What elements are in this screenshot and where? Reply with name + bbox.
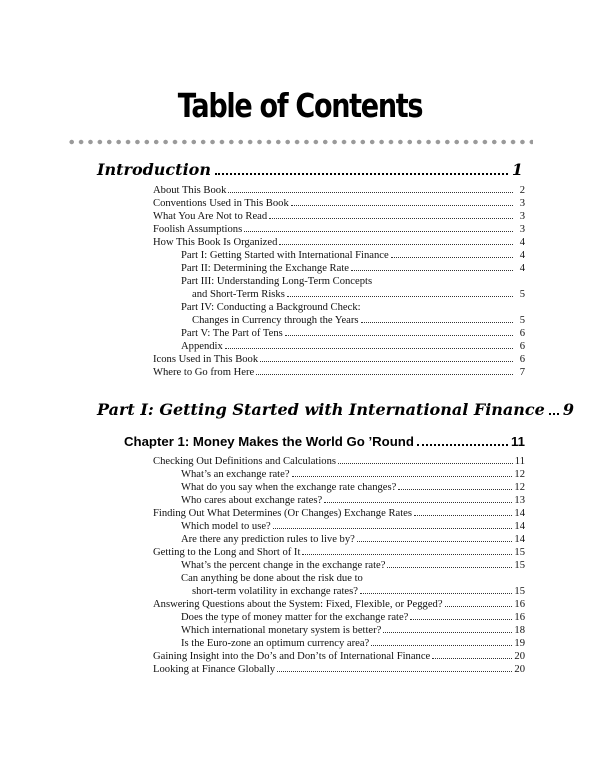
toc-entry[interactable] [181, 494, 525, 508]
toc-entry-page: 14 [514, 521, 525, 532]
toc-entry-label: Can anything be done about the risk due to [181, 573, 363, 584]
toc-entry-page: 16 [514, 599, 525, 610]
toc-entry[interactable] [181, 559, 525, 573]
introduction-page: 1 [511, 160, 523, 179]
part1-page: 9 [562, 400, 574, 419]
toc-entry-label: Checking Out Definitions and Calculations [153, 456, 337, 467]
dot-leader [398, 489, 512, 490]
dot-leader [279, 244, 513, 245]
toc-entry-label: What do you say when the exchange rate changes? [181, 482, 397, 493]
toc-entry-label: What’s an exchange rate? [181, 469, 290, 480]
toc-entry[interactable] [153, 236, 525, 250]
toc-entry-page: 2 [519, 185, 525, 196]
dot-leader [302, 554, 512, 555]
toc-entry[interactable] [153, 197, 525, 211]
toc-entry-page: 6 [519, 354, 525, 365]
toc-entry-page: 19 [514, 638, 525, 649]
dot-leader [391, 257, 513, 258]
toc-entry-page: 20 [514, 664, 525, 675]
toc-entry-label: Icons Used in This Book [153, 354, 259, 365]
toc-entry-label: Conventions Used in This Book [153, 198, 289, 209]
toc-entry-page: 18 [514, 625, 525, 636]
toc-entry-label: Are there any prediction rules to live by? [181, 534, 355, 545]
toc-entry[interactable] [181, 301, 525, 315]
dot-leader [549, 413, 559, 415]
dot-leader [351, 270, 513, 271]
toc-entry-page: 3 [519, 224, 525, 235]
dot-leader [292, 476, 513, 477]
toc-entry[interactable] [153, 366, 525, 380]
dot-leader [260, 361, 513, 362]
toc-entry[interactable] [153, 210, 525, 224]
toc-entry[interactable] [153, 223, 525, 237]
toc-entry-label: About This Book [153, 185, 227, 196]
dot-leader [215, 173, 508, 175]
dot-leader [410, 619, 512, 620]
toc-entry-label: Foolish Assumptions [153, 224, 243, 235]
toc-entry[interactable] [153, 663, 525, 677]
toc-entry-label: Part IV: Conducting a Background Check: [181, 302, 361, 313]
dot-leader [228, 192, 513, 193]
toc-entry-label: What’s the percent change in the exchange rate? [181, 560, 386, 571]
toc-entry-page: 3 [519, 198, 525, 209]
dot-leader [383, 632, 512, 633]
toc-entry-label: Gaining Insight into the Do’s and Don’ts of International Finance [153, 651, 431, 662]
toc-entry-label: Does the type of money matter for the exchange rate? [181, 612, 409, 623]
toc-entry-page: 15 [514, 547, 525, 558]
toc-entry-label: How This Book Is Organized [153, 237, 278, 248]
toc-entry-page: 13 [514, 495, 525, 506]
toc-entry-page: 16 [514, 612, 525, 623]
introduction-label: Introduction [97, 160, 211, 179]
toc-entry-page: 6 [519, 328, 525, 339]
toc-entry-label: Answering Questions about the System: Fixed, Flexible, or Pegged? [153, 599, 443, 610]
dot-leader [432, 658, 512, 659]
toc-entry[interactable] [181, 340, 525, 354]
dot-leader [287, 296, 513, 297]
toc-entry[interactable] [153, 546, 525, 560]
toc-entry-page: 11 [514, 456, 525, 467]
toc-entry-label: Where to Go from Here [153, 367, 255, 378]
dot-leader [417, 444, 508, 446]
toc-entry[interactable] [181, 468, 525, 482]
toc-entry[interactable] [181, 249, 525, 263]
toc-entry-label: Part III: Understanding Long-Term Concepts [181, 276, 373, 287]
dot-leader [273, 528, 513, 529]
toc-entry[interactable] [153, 353, 525, 367]
dot-leader [371, 645, 512, 646]
toc-entry[interactable] [181, 275, 525, 289]
toc-entry[interactable] [181, 481, 525, 495]
toc-entry-label: Is the Euro-zone an optimum currency area? [181, 638, 370, 649]
chapter1-label: Chapter 1: Money Makes the World Go ’Round [124, 434, 414, 449]
toc-entry-label: Who cares about exchange rates? [181, 495, 323, 506]
toc-entry[interactable] [192, 585, 525, 599]
chapter1-page: 11 [511, 434, 525, 449]
dot-leader [414, 515, 512, 516]
dotted-divider [67, 138, 533, 146]
toc-entry-page: 20 [514, 651, 525, 662]
toc-introduction-heading[interactable] [97, 160, 523, 179]
dot-leader [338, 463, 513, 464]
toc-part1-heading[interactable] [97, 400, 574, 419]
toc-entry-page: 6 [519, 341, 525, 352]
part1-label: Part I: Getting Started with International Finance [97, 400, 545, 419]
toc-entry[interactable] [181, 262, 525, 276]
dot-leader [361, 322, 513, 323]
toc-entry[interactable] [181, 520, 525, 534]
toc-entry-label: Changes in Currency through the Years [192, 315, 359, 326]
dot-leader [324, 502, 512, 503]
toc-entry-page: 7 [519, 367, 525, 378]
dot-leader [360, 593, 512, 594]
toc-entry-page: 15 [514, 560, 525, 571]
dot-leader [285, 335, 513, 336]
toc-entry[interactable] [181, 327, 525, 341]
dot-leader [277, 671, 512, 672]
toc-entry[interactable] [153, 507, 525, 521]
dot-leader [269, 218, 513, 219]
toc-entry-page: 4 [519, 250, 525, 261]
toc-entry[interactable] [181, 611, 525, 625]
dot-leader [445, 606, 513, 607]
dot-leader [225, 348, 513, 349]
toc-entry-page: 12 [514, 482, 525, 493]
toc-entry-page: 4 [519, 237, 525, 248]
toc-entry-page: 14 [514, 508, 525, 519]
toc-entry-label: Part II: Determining the Exchange Rate [181, 263, 349, 274]
toc-entry-label: and Short-Term Risks [192, 289, 285, 300]
dot-leader [256, 374, 513, 375]
toc-entry-label: Appendix [181, 341, 223, 352]
toc-entry-page: 12 [514, 469, 525, 480]
toc-entry-label: Which international monetary system is better? [181, 625, 382, 636]
toc-entry-label: Looking at Finance Globally [153, 664, 276, 675]
dot-leader [244, 231, 513, 232]
toc-entry[interactable] [181, 624, 525, 638]
toc-entry-label: Part I: Getting Started with International Finance [181, 250, 389, 261]
toc-entry[interactable] [192, 314, 525, 328]
toc-entry[interactable] [153, 455, 525, 469]
toc-entry-page: 15 [514, 586, 525, 597]
toc-entry-label: What You Are Not to Read [153, 211, 268, 222]
toc-entry-label: short-term volatility in exchange rates? [192, 586, 358, 597]
toc-entry[interactable] [181, 533, 525, 547]
toc-entry[interactable] [181, 572, 525, 586]
dot-leader [291, 205, 513, 206]
toc-entry[interactable] [153, 598, 525, 612]
toc-entry-label: Finding Out What Determines (Or Changes) Exchange Rates [153, 508, 412, 519]
toc-entry-label: Getting to the Long and Short of It [153, 547, 301, 558]
toc-entry[interactable] [153, 650, 525, 664]
toc-entry[interactable] [192, 288, 525, 302]
toc-entry-label: Which model to use? [181, 521, 271, 532]
toc-entry-page: 4 [519, 263, 525, 274]
toc-entry-label: Part V: The Part of Tens [181, 328, 283, 339]
toc-entry-page: 5 [519, 315, 525, 326]
toc-entry-page: 14 [514, 534, 525, 545]
toc-entry-page: 3 [519, 211, 525, 222]
toc-entry[interactable] [181, 637, 525, 651]
page-title: Table of Contents [177, 86, 423, 125]
dot-leader [357, 541, 513, 542]
toc-entry[interactable] [153, 184, 525, 198]
dot-leader [387, 567, 512, 568]
toc-chapter1-heading[interactable] [124, 434, 525, 449]
toc-entry-page: 5 [519, 289, 525, 300]
